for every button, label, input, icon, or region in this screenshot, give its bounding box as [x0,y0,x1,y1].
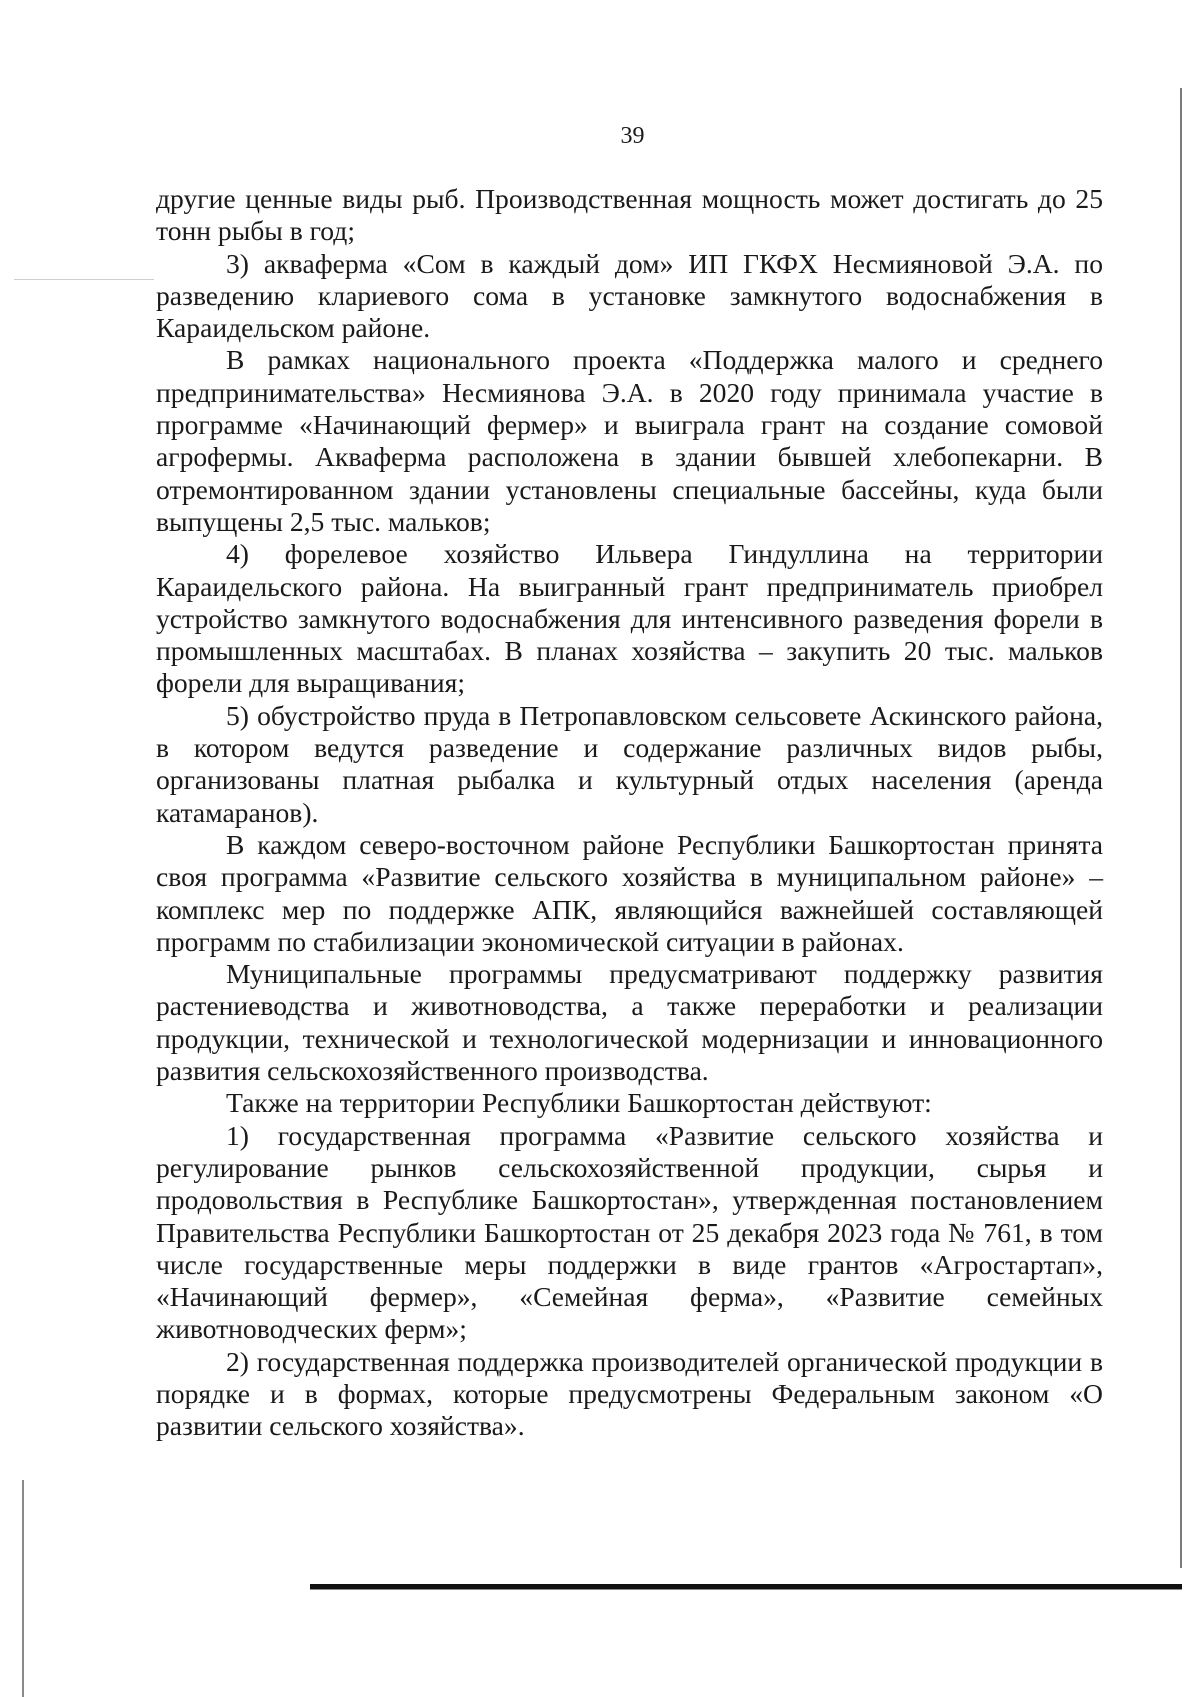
paragraph-state-program-1: 1) государственная программа «Развитие сельского хозяйства и регулирование рынков сельскохозяйственной продукции, сырья и продовольствия в Республике Башкортостан», утвержденная постановлением Правительства Республики Башкортостан от 25 декабря 2023 года № 761, в том числе государственные меры поддержки в виде грантов «Агростартап», «Начинающий фермер», «Семейная ферма», «Развитие семейных животноводческих ферм»; [156,1119,1103,1345]
paragraph-fish-capacity: другие ценные виды рыб. Производственная мощность может достигать до 25 тонн рыбы в год; [156,183,1103,247]
paragraph-item-3-catfish-farm: 3) аквaферма «Сом в каждый дом» ИП ГКФХ Несмияновой Э.А. по разведению клариевого сома в установке замкнутого водоснабжения в Караидельском районе. [156,247,1103,344]
paragraph-item-5-pond: 5) обустройство пруда в Петропавловском сельсовете Аскинского района, в котором ведутся разведение и содержание различных видов рыбы, организованы платная рыбалка и культурный отдых населения (аренда катамаранов). [156,699,1103,828]
paragraph-national-project: В рамках национального проекта «Поддержка малого и среднего предпринимательства» Несмиянова Э.А. в 2020 году принимала участие в программе «Начинающий фермер» и выиграла грант на создание сомовой агрофермы. Акваферма расположена в здании бывшей хлебопекарни. В отремонтированном здании установлены специальные бассейны, куда были выпущены 2,5 тыс. мальков; [156,344,1103,537]
page-number: 39 [620,123,645,149]
paragraph-item-4-trout-farm: 4) форелевое хозяйство Ильвера Гиндуллина на территории Караидельского района. На выигранный грант предприниматель приобрел устройство замкнутого водоснабжения для интенсивного разведения форели в промышленных масштабах. В планах хозяйства – закупить 20 тыс. мальков форели для выращивания; [156,538,1103,699]
scan-edge-bottom-shadow [310,1589,1182,1590]
paragraph-municipal-programs: Муниципальные программы предусматривают поддержку развития растениеводства и животноводства, а также переработки и реализации продукции, технической и технологической модернизации и инновационного развития сельскохозяйственного производства. [156,958,1103,1087]
paragraph-district-programs: В каждом северо-восточном районе Республики Башкортостан принята своя программа «Развитие сельского хозяйства в муниципальном районе» – комплекс мер по поддержке АПК, являющийся важнейшей составляющей программ по стабилизации экономической ситуации в районах. [156,828,1103,957]
paragraph-also-in-effect: Также на территории Республики Башкортостан действуют: [226,1087,932,1119]
scan-artifact-speck [14,279,154,280]
paragraph-state-support-2: 2) государственная поддержка производителей органической продукции в порядке и в формах, которые предусмотрены Федеральным законом «О развитии сельского хозяйства». [156,1345,1103,1442]
scan-edge-right [1180,88,1182,1568]
document-body [156,183,1103,1443]
scan-edge-left [22,1480,24,1697]
